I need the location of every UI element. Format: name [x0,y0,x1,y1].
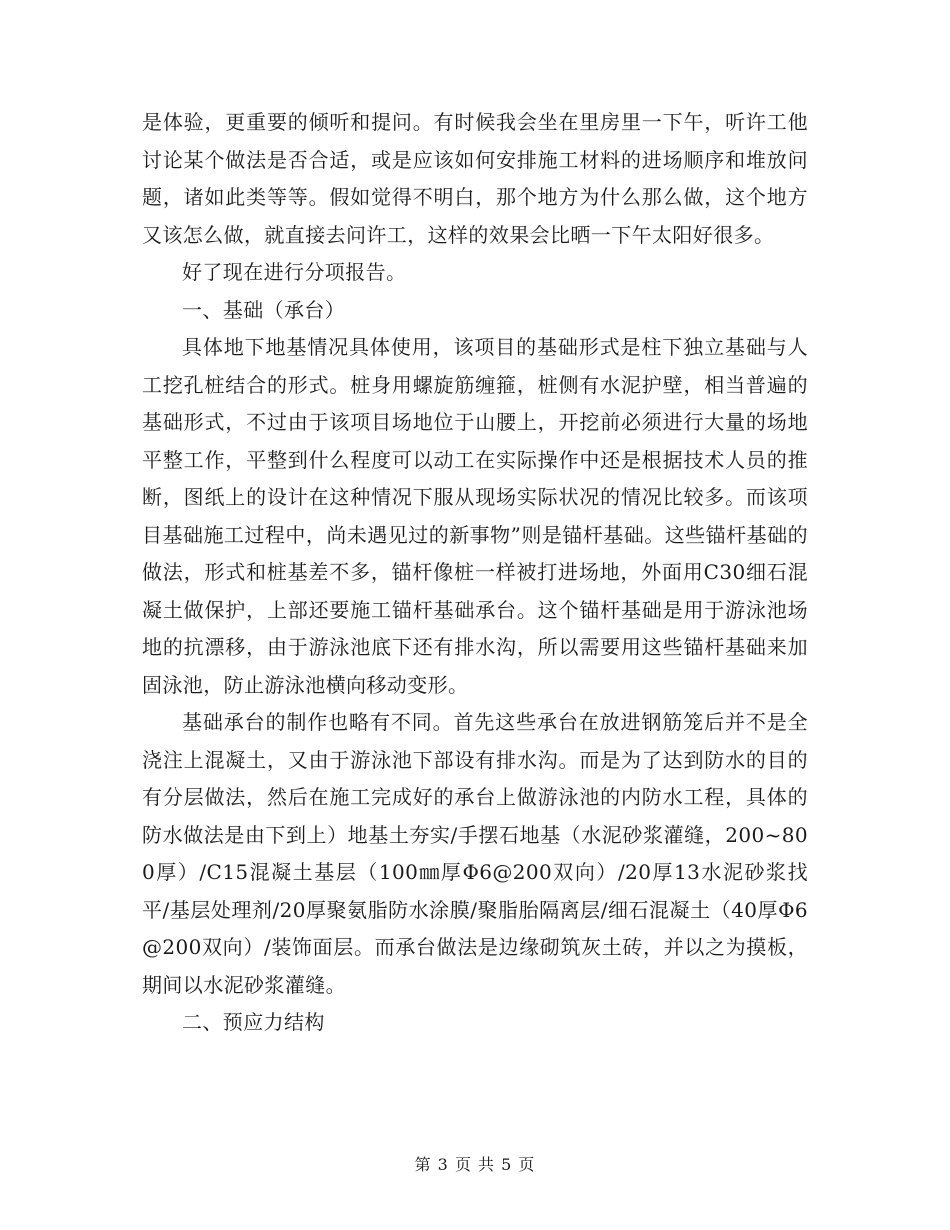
paragraph-foundation-details: 具体地下地基情况具体使用，该项目的基础形式是柱下独立基础与人工挖孔桩结合的形式。桩身用螺旋筋缠箍，桩侧有水泥护壁，相当普遍的基础形式，不过由于该项目场地位于山腰上，开挖前必须进行大量的场地平整工作，平整到什么程度可以动工在实际操作中还是根据技术人员的推断，图纸上的设计在这种情况下服从现场实际状况的情况比较多。而该项目基础施工过程中，尚未遇见过的新事物”则是锚杆基础。这些锚杆基础的做法，形式和桩基差不多，锚杆像桩一样被打进场地，外面用C30细石混凝土做保护，上部还要施工锚杆基础承台。这个锚杆基础是用于游泳池场地的抗漂移，由于游泳池底下还有排水沟，所以需要用这些锚杆基础来加固泳池，防止游泳池横向移动变形。 [142,335,808,697]
paragraph-pile-cap-details: 基础承台的制作也略有不同。首先这些承台在放进钢筋笼后并不是全浇注上混凝土，又由于游泳池下部设有排水沟。而是为了达到防水的目的有分层做法，然后在施工完成好的承台上做游泳池的内防水工程，具体的防水做法是由下到上）地基土夯实/手摆石地基（水泥砂浆灌缝，200~800厚）/C15混凝土基层（100㎜厚Φ6@200双向）/20厚13水泥砂浆找平/基层处理剂/20厚聚氨脂防水涂膜/聚脂胎隔离层/细石混凝土（40厚Φ6@200双向）/装饰面层。而承台做法是边缘砌筑灰土砖，并以之为摸板，期间以水泥砂浆灌缝。 [142,710,808,997]
document-body [142,104,808,1042]
paragraph-continued: 是体验，更重要的倾听和提问。有时候我会坐在里房里一下午，听许工他讨论某个做法是否合适，或是应该如何安排施工材料的进场顺序和堆放问题，诸如此类等等。假如觉得不明白，那个地方为什么那么做，这个地方又该怎么做，就直接去问许工，这样的效果会比晒一下午太阳好很多。 [142,110,808,247]
page-number-footer: 第 3 页 共 5 页 [414,1155,536,1174]
paragraph-intro-report: 好了现在进行分项报告。 [182,260,407,284]
section-heading-foundation: 一、基础（承台） [182,297,346,322]
section-heading-prestressed: 二、预应力结构 [182,1010,325,1034]
